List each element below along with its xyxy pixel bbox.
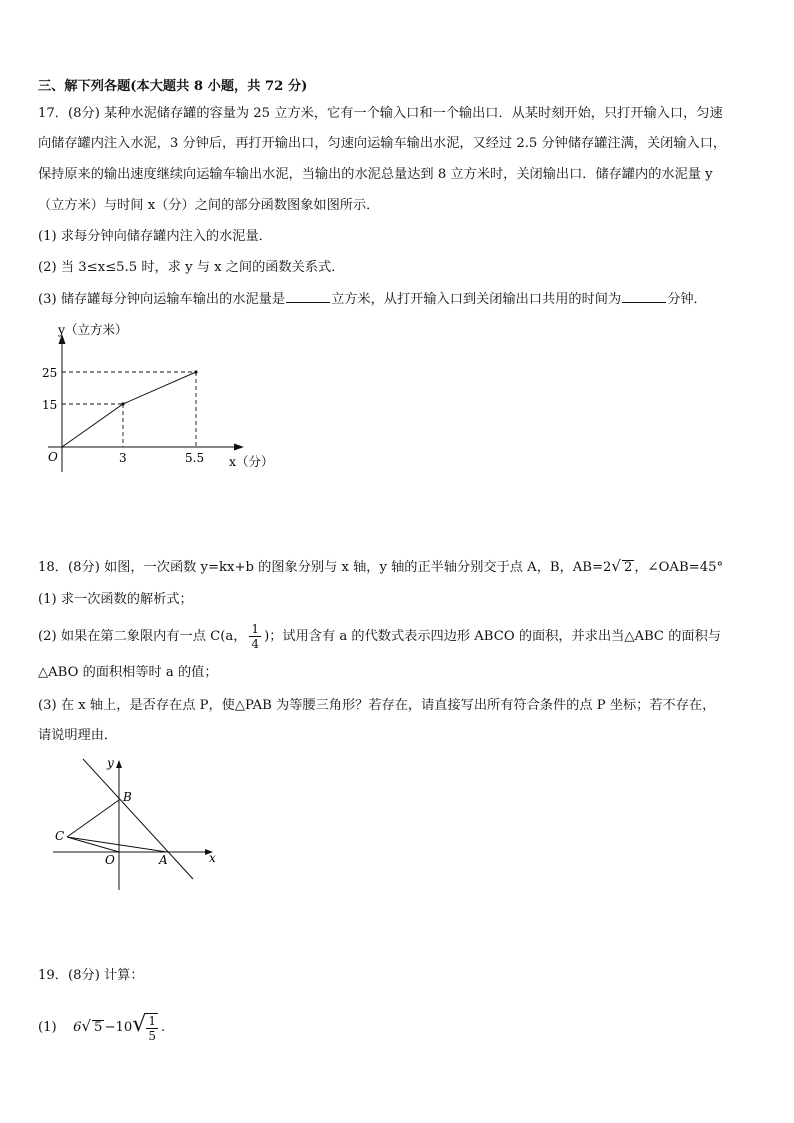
q19-coef: 6: [73, 1020, 82, 1035]
q18-line-1: [38, 557, 723, 577]
q19-part-1-label: (1): [38, 1020, 57, 1035]
origin-label: O: [48, 450, 58, 464]
q18-part-2-text-b: )；试用含有 a 的代数式表示四边形 ABCO 的面积，并求出当△ABC 的面积与: [264, 629, 721, 644]
q17-part-3-text-a: (3) 储存罐每分钟向运输车输出的水泥量是: [38, 292, 286, 307]
tick-label-5.5: 5.5: [185, 451, 205, 465]
y-axis-label: y: [107, 756, 114, 770]
y-axis-arrow: [116, 760, 122, 768]
answer-blank-2[interactable]: [622, 290, 666, 303]
q17-line-3: 保持原来的输出速度继续向运输车输出水泥，当输出的水泥总量达到 8 立方米时，关闭输出口．储存罐内的水泥量 y: [38, 167, 713, 182]
q17-part-2: (2) 当 3≤x≤5.5 时，求 y 与 x 之间的函数关系式．: [38, 260, 345, 275]
point-5.5-25: [194, 370, 197, 373]
x-axis-arrow: [234, 444, 244, 451]
sqrt-icon: √: [611, 557, 621, 575]
q18-part-2: [38, 621, 721, 653]
q19-minus-ten: −10: [104, 1020, 133, 1035]
q17-part-3: [38, 290, 707, 309]
point-3-15: [121, 402, 124, 405]
segment-cb: [67, 800, 119, 837]
tick-label-15: 15: [42, 398, 58, 412]
segment-co: [67, 837, 119, 852]
q17-part-3-text-b: 立方米，从打开输入口到关闭输出口共用的时间为: [331, 292, 622, 307]
y-axis-label: y（立方米）: [58, 322, 128, 337]
q19-radicand: 5: [94, 1020, 103, 1035]
q18-part-2-text-a: (2) 如果在第二象限内有一点 C(a，: [38, 629, 247, 644]
sqrt-icon: √: [81, 1017, 92, 1035]
section-title: 三、解下列各题(本大题共 8 小题，共 72 分): [38, 79, 308, 94]
q17-part-1: (1) 求每分钟向储存罐内注入的水泥量．: [38, 229, 272, 244]
q19-end: .: [160, 1020, 166, 1035]
sqrt-icon-large: √: [132, 1012, 147, 1037]
line-ab: [83, 759, 193, 879]
q19-part-1: [38, 1008, 165, 1046]
q17-line-2: 向储存罐内注入水泥，3 分钟后，再打开输出口，匀速向运输车输出水泥，又经过 2.5 分钟储存罐注满，关闭输入口，: [38, 136, 727, 151]
q18-part-3: (3) 在 x 轴上，是否存在点 P，使△PAB 为等腰三角形？若存在，请直接写出所有符合条件的点 P 坐标；若不存在，: [38, 698, 716, 713]
q18-figure: [45, 755, 235, 895]
fraction-one-quarter: $\frac{1}{4}$: [251, 622, 260, 651]
q18-part-2-cont: △ABO 的面积相等时 a 的值；: [38, 665, 218, 680]
q17-line-1: 17．(8分) 某种水泥储存罐的容量为 25 立方米，它有一个输入口和一个输出口．从某时刻开始，只打开输入口，匀速: [38, 106, 723, 121]
segment-ca: [67, 837, 167, 852]
function-line: [62, 372, 196, 447]
tick-label-3: 3: [119, 451, 127, 465]
point-b-label: B: [123, 790, 132, 804]
q17-function-graph: [30, 320, 290, 480]
point-c-label: C: [55, 829, 65, 843]
q18-line-1-text-a: 18．(8分) 如图，一次函数 y=kx+b 的图象分别与 x 轴，y 轴的正半轴分别交于点 A，B，AB=2: [38, 560, 612, 575]
q17-part-3-text-c: 分钟．: [667, 292, 707, 307]
q18-part-1: (1) 求一次函数的解析式；: [38, 592, 193, 607]
q19-fraction: $\frac{1}{5}$: [148, 1013, 156, 1043]
q18-line-1-text-b: ，∠OAB=45°: [634, 560, 724, 575]
q19-title: 19．(8分) 计算：: [38, 968, 144, 983]
origin-label: O: [105, 853, 115, 867]
q17-line-4: （立方米）与时间 x（分）之间的部分函数图象如图所示．: [38, 198, 380, 213]
answer-blank-1[interactable]: [286, 290, 330, 303]
tick-label-25: 25: [42, 366, 58, 380]
x-axis-label: x: [209, 851, 216, 865]
q18-sqrt-value: 2: [623, 560, 633, 575]
point-a-label: A: [159, 853, 168, 867]
q18-part-3-cont: 请说明理由．: [38, 728, 118, 743]
x-axis-label: x（分）: [229, 454, 274, 469]
